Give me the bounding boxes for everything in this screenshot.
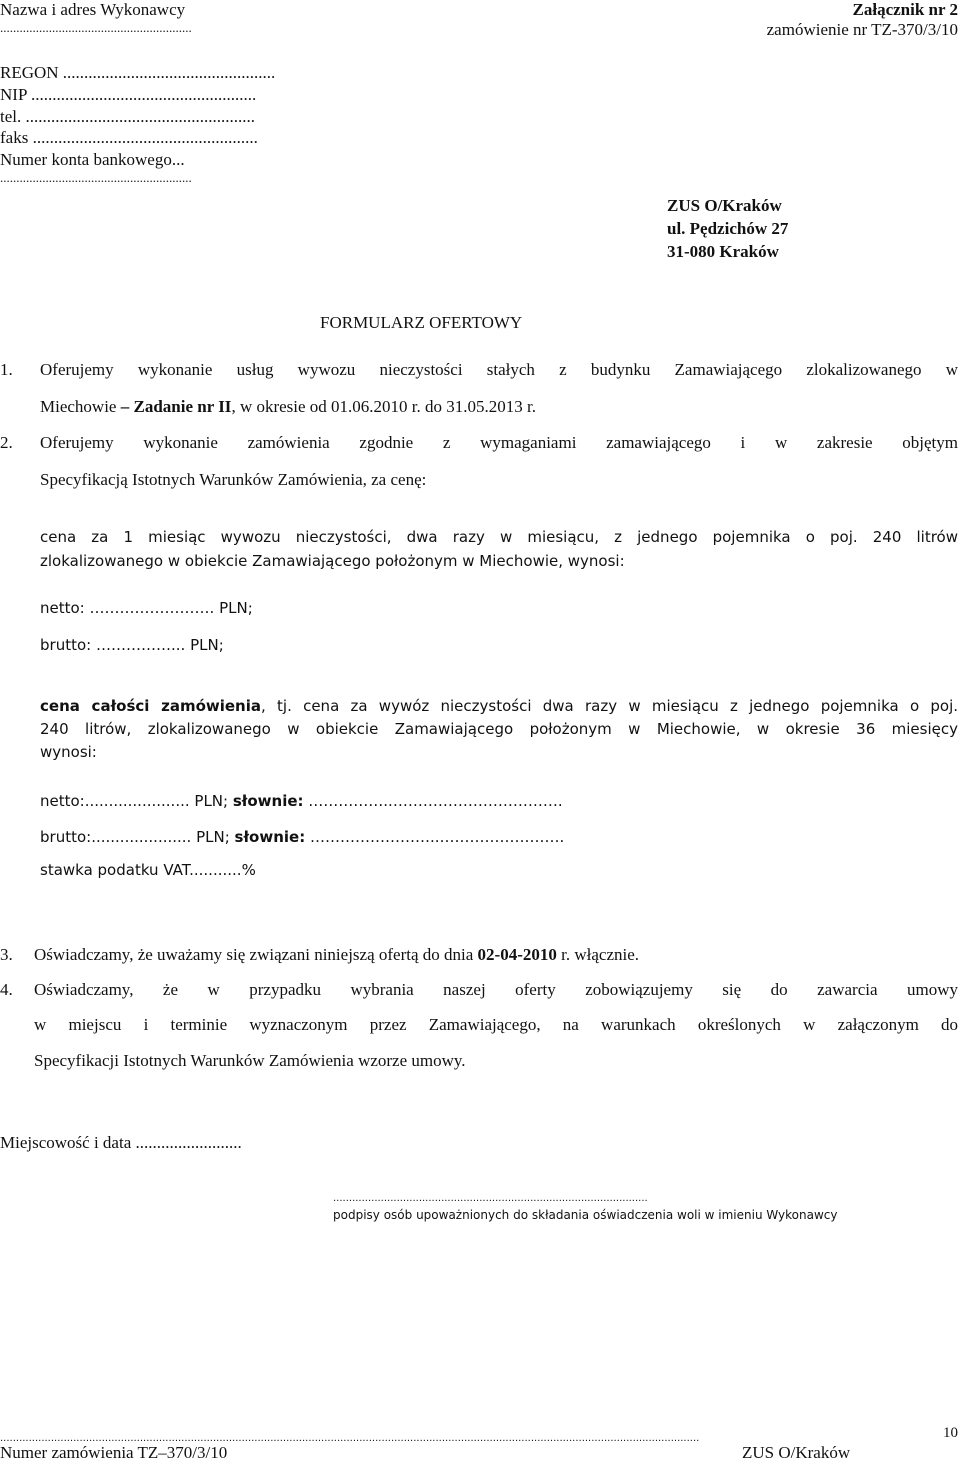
monthly-price-line-1: cena za 1 miesiąc wywozu nieczystości, dwa razy w miesiącu, z jednego pojemnika o poj. 240 litrów — [40, 528, 958, 546]
bank-account-dots: ........................................................... — [0, 170, 192, 185]
contractor-label: Nazwa i adres Wykonawcy — [0, 0, 186, 19]
total-price-rest: , tj. cena za wywóz nieczystości dwa razy w miesiącu z jednego pojemnika o poj. — [261, 697, 959, 715]
page-number: 10 — [943, 1425, 958, 1441]
point-1-line-1: Oferujemy wykonanie usług wywozu nieczystości stałych z budynku Zamawiającego zlokalizowanego w — [40, 360, 958, 379]
point-3-text-b: r. włącznie. — [556, 945, 640, 964]
bank-account-field: Numer konta bankowego... — [0, 150, 185, 169]
point-4-line-1: Oświadczamy, że w przypadku wybrania naszej oferty zobowiązujemy się do zawarcia umowy — [34, 980, 958, 999]
total-gross-row — [40, 828, 564, 846]
form-title: FORMULARZ OFERTOWY — [320, 313, 523, 332]
footer-order-number: Numer zamówienia TZ–370/3/10 — [0, 1443, 228, 1462]
footer-dots: ............................................................................................................................................................................................................................ — [0, 1433, 700, 1444]
total-net-words-label: słownie: — [232, 792, 304, 810]
point-4-number: 4. — [0, 980, 13, 999]
nip-field: NIP ..................................................... — [0, 85, 257, 104]
total-net-unit: PLN; — [189, 792, 233, 810]
total-gross-words-fill: ……………………..……………………. — [305, 828, 565, 846]
place-and-date: Miejscowość i data ......................... — [0, 1133, 242, 1152]
tel-field: tel. ...................................................... — [0, 107, 255, 126]
point-3-text-a: Oświadczamy, że uważamy się związani niniejszą ofertą do dnia — [34, 945, 478, 964]
order-number: zamówienie nr TZ-370/3/10 — [766, 20, 958, 39]
monthly-price-line-2: zlokalizowanego w obiekcie Zamawiającego położonym w Miechowie, wynosi: — [40, 552, 625, 570]
vat-rate-row: stawka podatku VAT...........% — [40, 861, 256, 879]
recipient-city: 31-080 Kraków — [667, 242, 779, 261]
point-1-number: 1. — [0, 360, 13, 379]
total-net-words-fill: ……………..……………………………. — [303, 792, 563, 810]
total-net-row — [40, 792, 563, 810]
contractor-name-field: ........................................................... — [0, 20, 192, 35]
gross-label: brutto: — [40, 636, 92, 654]
monthly-net-row — [40, 599, 253, 617]
signature-caption: podpisy osób upoważnionych do składania oświadczenia woli w imieniu Wykonawcy — [333, 1208, 838, 1222]
period-text: , w okresie od 01.06.2010 r. do 31.05.2013 r. — [231, 397, 537, 416]
binding-date: 02-04-2010 — [477, 945, 557, 964]
point-3-text — [34, 945, 639, 965]
point-3-number: 3. — [0, 945, 13, 964]
place-name: Miechowie — [40, 397, 117, 416]
total-net-label: netto:...................... — [40, 792, 190, 810]
total-price-bold: cena całości zamówienia — [40, 697, 262, 715]
point-4-line-3: Specyfikacji Istotnych Warunków Zamówienia wzorze umowy. — [34, 1051, 466, 1070]
task-dash: – — [120, 397, 130, 416]
fax-field: faks ..................................................... — [0, 128, 258, 147]
attachment-label: Załącznik nr 2 — [852, 0, 958, 19]
total-price-line-3: wynosi: — [40, 743, 97, 761]
task-name: Zadanie nr II — [133, 397, 232, 416]
total-price-line-2: 240 litrów, zlokalizowanego w obiekcie Zamawiającego położonym w Miechowie, w okresie 36 miesięcy — [40, 720, 958, 738]
footer-branch: ZUS O/Kraków — [742, 1443, 851, 1462]
total-gross-label: brutto:..................... — [40, 828, 192, 846]
net-fill: ……………………. — [89, 599, 215, 617]
total-gross-words-label: słownie: — [234, 828, 306, 846]
regon-field: REGON .................................................. — [0, 63, 276, 82]
net-label: netto: — [40, 599, 85, 617]
monthly-gross-row — [40, 636, 224, 654]
signature-dots: ................................................................................................... — [333, 1193, 648, 1204]
total-price-line-1 — [40, 697, 958, 715]
net-unit: PLN; — [214, 599, 253, 617]
point-2-line-1: Oferujemy wykonanie zamówienia zgodnie z wymaganiami zamawiającego i w zakresie objętym — [40, 433, 958, 452]
recipient-name: ZUS O/Kraków — [667, 196, 782, 215]
recipient-street: ul. Pędzichów 27 — [667, 219, 789, 238]
gross-unit: PLN; — [185, 636, 224, 654]
point-4-line-2: w miejscu i terminie wyznaczonym przez Zamawiającego, na warunkach określonych w załączonym do — [34, 1015, 958, 1034]
gross-fill: ……………... — [95, 636, 186, 654]
point-2-line-2: Specyfikacją Istotnych Warunków Zamówienia, za cenę: — [40, 470, 427, 489]
total-gross-unit: PLN; — [191, 828, 235, 846]
point-1-line-2 — [40, 397, 536, 417]
point-2-number: 2. — [0, 433, 13, 452]
